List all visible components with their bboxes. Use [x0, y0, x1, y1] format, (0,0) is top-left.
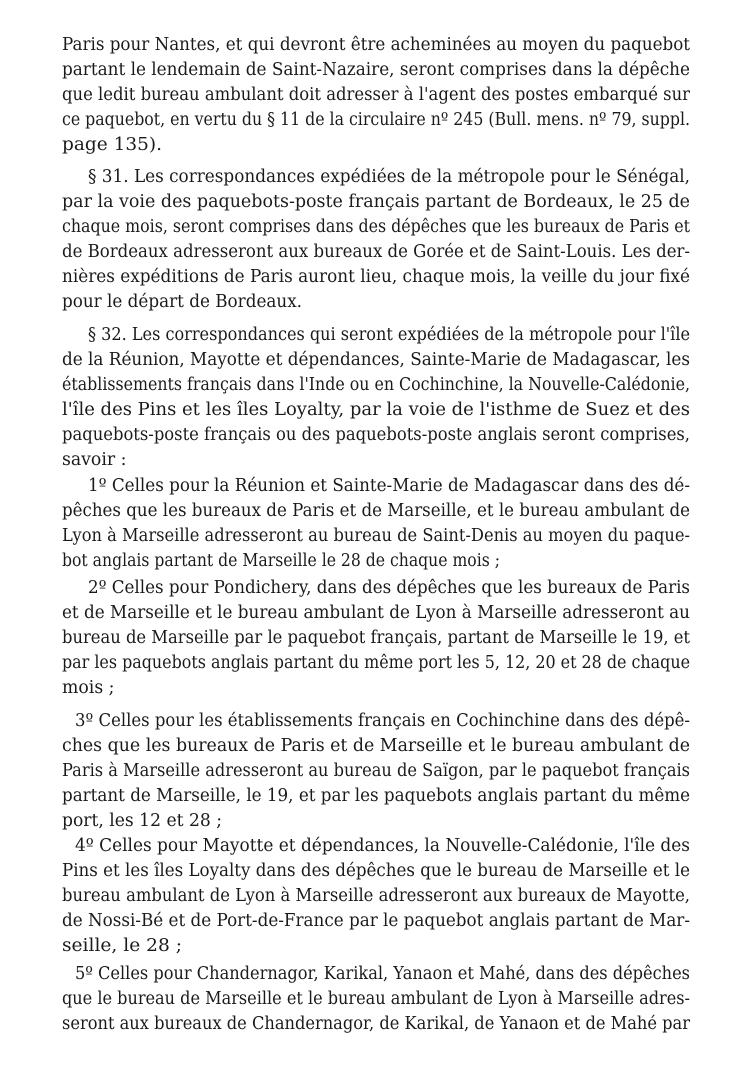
text-line: savoir : [62, 450, 127, 470]
text-line: bureau ambulant de Lyon à Marseille adresseront aux bureaux de Mayotte, [62, 886, 690, 906]
text-line: 1º Celles pour la Réunion et Sainte-Marie de Madagascar dans des dé- [88, 476, 690, 496]
text-line: chaque mois, seront comprises dans des dépêches que les bureaux de Paris et [62, 217, 690, 237]
text-line: par la voie des paquebots-poste français partant de Bordeaux, le 25 de [62, 192, 690, 212]
text-line: que le bureau de Marseille et le bureau ambulant de Lyon à Marseille adres- [62, 989, 690, 1009]
text-line: Pins et les îles Loyalty dans des dépêches que le bureau de Marseille et le [62, 861, 690, 881]
text-line: mois ; [62, 678, 115, 698]
text-line: pêches que les bureaux de Paris et de Marseille, et le bureau ambulant de [62, 501, 690, 521]
text-line: seille, le 28 ; [62, 936, 182, 956]
text-line: seront aux bureaux de Chandernagor, de Karikal, de Yanaon et de Mahé par [62, 1014, 690, 1034]
text-line: page 135). [62, 135, 162, 155]
text-line: Paris à Marseille adresseront au bureau de Saïgon, par le paquebot français [62, 761, 690, 781]
text-line: de Nossi-Bé et de Port-de-France par le paquebot anglais partant de Mar- [62, 911, 690, 931]
text-line: l'île des Pins et les îles Loyalty, par la voie de l'isthme de Suez et des [62, 400, 690, 420]
text-line: que ledit bureau ambulant doit adresser à l'agent des postes embarqué sur [62, 85, 690, 105]
text-line: port, les 12 et 28 ; [62, 811, 222, 831]
text-line: ce paquebot, en vertu du § 11 de la circulaire nº 245 (Bull. mens. nº 79, suppl. [62, 110, 690, 130]
text-line: § 31. Les correspondances expédiées de la métropole pour le Sénégal, [88, 167, 690, 187]
text-line: par les paquebots anglais partant du même port les 5, 12, 20 et 28 de chaque [62, 653, 690, 673]
text-line: bureau de Marseille par le paquebot français, partant de Marseille le 19, et [62, 628, 690, 648]
text-line: bot anglais partant de Marseille le 28 de chaque mois ; [62, 551, 500, 571]
text-line: établissements français dans l'Inde ou en Cochinchine, la Nouvelle-Calédonie, [62, 375, 690, 395]
text-line: nières expéditions de Paris auront lieu, chaque mois, la veille du jour fixé [62, 267, 690, 287]
text-line: 2º Celles pour Pondichery, dans des dépêches que les bureaux de Paris [88, 578, 690, 598]
text-line: 5º Celles pour Chandernagor, Karikal, Yanaon et Mahé, dans des dépêches [75, 964, 690, 984]
text-line: Paris pour Nantes, et qui devront être acheminées au moyen du paquebot [62, 35, 690, 55]
text-line: pour le départ de Bordeaux. [62, 292, 302, 312]
text-line: ches que les bureaux de Paris et de Marseille et le bureau ambulant de [62, 736, 691, 756]
text-line: et de Marseille et le bureau ambulant de Lyon à Marseille adresseront au [62, 603, 690, 623]
text-line: § 32. Les correspondances qui seront expédiées de la métropole pour l'île [88, 325, 690, 345]
text-line: paquebots-poste français ou des paquebots-poste anglais seront comprises, [62, 425, 690, 445]
text-line: 3º Celles pour les établissements français en Cochinchine dans des dépê- [75, 711, 690, 731]
text-line: 4º Celles pour Mayotte et dépendances, la Nouvelle-Calédonie, l'île des [75, 836, 690, 856]
text-line: partant de Marseille, le 19, et par les paquebots anglais partant du même [62, 786, 690, 806]
text-line: partant le lendemain de Saint-Nazaire, seront comprises dans la dépêche [62, 60, 690, 80]
text-line: Lyon à Marseille adresseront au bureau de Saint-Denis au moyen du paque- [62, 526, 690, 546]
text-line: de Bordeaux adresseront aux bureaux de Gorée et de Saint-Louis. Les der- [62, 242, 690, 262]
text-line: de la Réunion, Mayotte et dépendances, Sainte-Marie de Madagascar, les [62, 350, 690, 370]
